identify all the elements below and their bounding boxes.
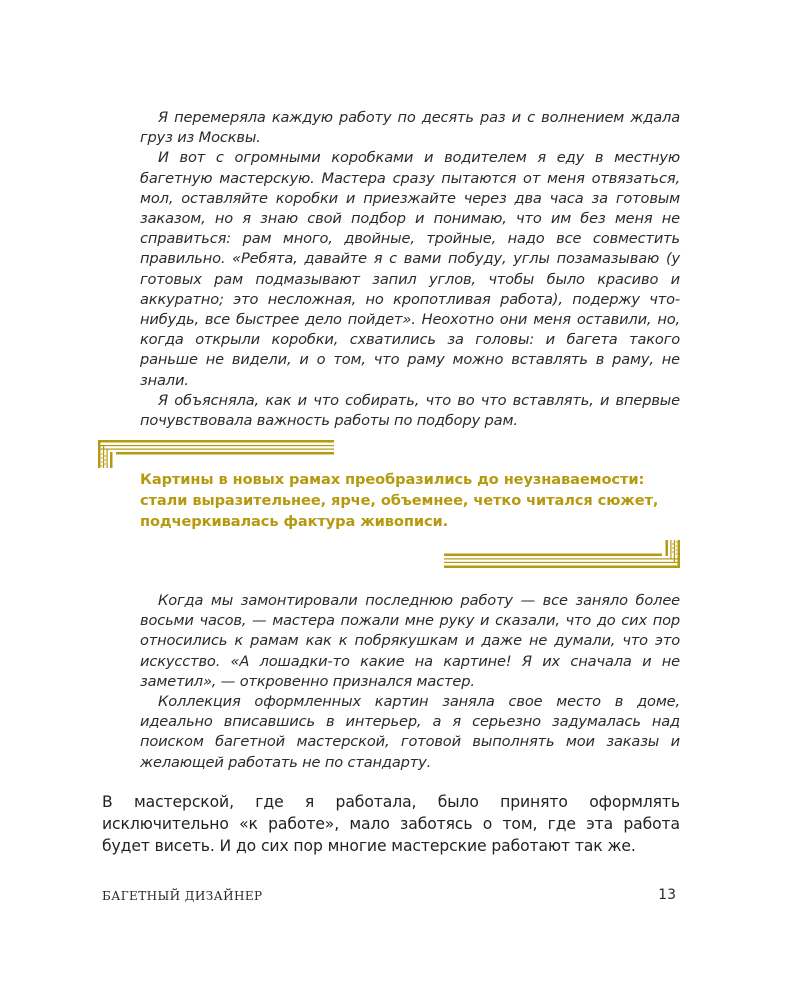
italic-quote-block-2 xyxy=(140,591,680,773)
page-number: 13 xyxy=(658,887,676,903)
quote1-paragraph-3: Я объясняла, как и что собирать, что во что вставлять, и впервые почувствовала важность работы по подбору рам. xyxy=(140,391,680,430)
callout-quote: Картины в новых рамах преобразились до неузнаваемости: стали выразительнее, ярче, объемнее, четко читался сюжет, подчеркивалась фактура живописи. xyxy=(140,471,659,530)
quote2-paragraph-2: Коллекция оформленных картин заняла свое место в доме, идеально вписавшись в интерьер, а я серьезно задумалась над поиском багетной мастерской, готовой выполнять мои заказы и желающей работать не по стандарту. xyxy=(140,693,680,771)
frame-corner-bottom-right-icon xyxy=(440,538,680,568)
italic-quote-block-1 xyxy=(140,108,680,431)
quote2-paragraph-1: Когда мы замонтировали последнюю работу — все заняло более восьми часов, — мастера пожали мне руку и сказали, что до сих пор относились к рамам как к побрякушкам и даже не думали, что это искусство. «А лошадки-то какие на картине! Я их сначала и не заметил», — откровенно признался мастер. xyxy=(140,592,680,690)
quote1-paragraph-1: Я перемеряла каждую работу по десять раз и с волнением ждала груз из Москвы. xyxy=(140,109,680,147)
frame-corner-top-left-icon xyxy=(98,440,338,470)
body-paragraph: В мастерской, где я работала, было принято оформлять исключительно «к работе», мало заботясь о том, где эта работа будет висеть. И до сих пор многие мастерские работают так же. xyxy=(102,793,680,855)
quote1-paragraph-2: И вот с огромными коробками и водителем я еду в местную багетную мастерскую. Мастера сразу пытаются от меня отвязаться, мол, оставляйте коробки и приезжайте через два часа за готовым заказом, но я знаю свой подбор и понимаю, что им без меня не справиться: рам много, двойные, тройные, надо все совместить правильно. «Ребята, давайте я с вами побуду, углы позамазываю (у готовых рам подмазывают запил углов, чтобы было красиво и аккуратно; это несложная, но кропотливая работа), подержу что-нибудь, все быстрее дело пойдет». Неохотно они меня оставили, но, когда открыли коробки, схватились за головы: и багета такого раньше не видели, и о том, что раму можно вставлять в раму, не знали. xyxy=(140,149,680,389)
running-head: БАГЕТНЫЙ ДИЗАЙНЕР xyxy=(102,889,263,903)
